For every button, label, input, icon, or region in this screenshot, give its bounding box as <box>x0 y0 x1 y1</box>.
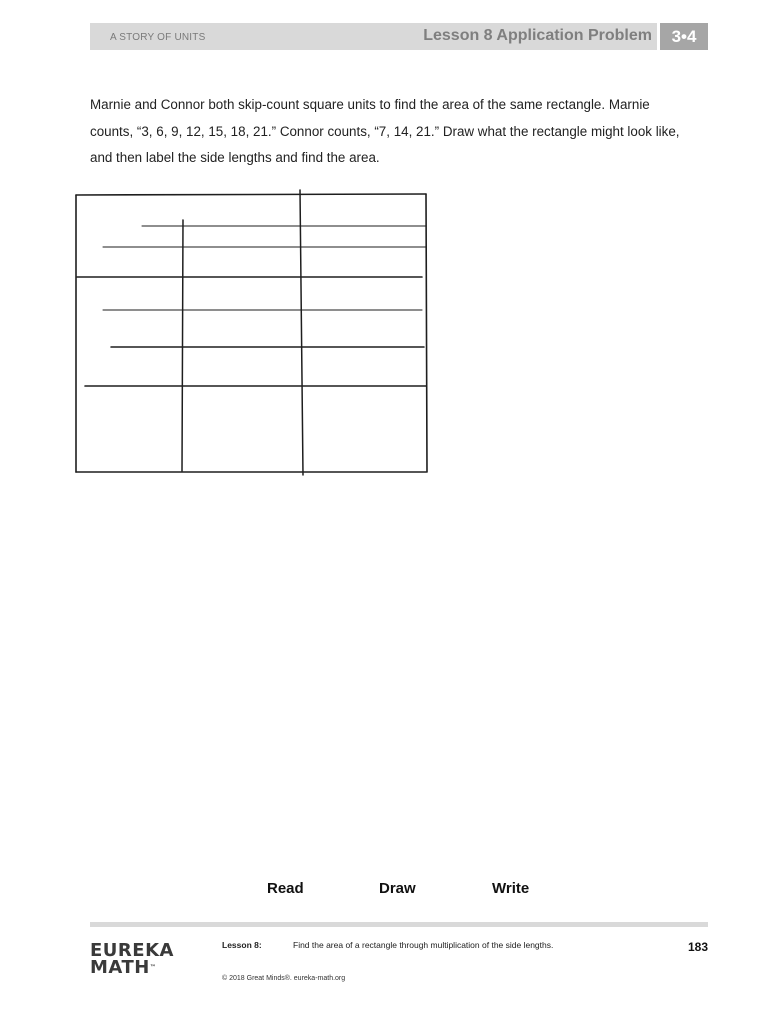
column-divider-1 <box>182 220 183 471</box>
column-divider-2 <box>300 190 303 475</box>
write-label: Write <box>492 880 530 897</box>
series-name: A STORY OF UNITS <box>110 32 206 43</box>
logo-line-1: EUREKA <box>90 940 174 961</box>
footer-divider <box>90 922 708 927</box>
header-bar <box>90 23 708 50</box>
draw-label: Draw <box>379 880 416 897</box>
rect-right-edge <box>426 194 427 472</box>
lesson-title: Lesson 8 Application Problem <box>423 27 652 44</box>
logo-line-2: MATH™ <box>90 957 157 978</box>
read-label: Read <box>267 880 304 897</box>
eureka-math-logo <box>90 942 174 976</box>
hand-drawn-rectangle[interactable] <box>70 185 440 485</box>
footer-lesson-label: Lesson 8: <box>222 940 262 950</box>
page-number: 183 <box>687 940 708 954</box>
problem-text: Marnie and Connor both skip-count square units to find the area of the same rectangle. Marnie counts, “3, 6, 9, 12, 15, 18, 21.” Connor counts, “7, 14, 21.” Draw what the rectangle might look like, and then label the side lengths and find the area. <box>90 97 680 165</box>
footer-lesson-description: Find the area of a rectangle through multiplication of the side lengths. <box>293 940 554 950</box>
module-badge: 3•4 <box>660 23 708 50</box>
rect-top-edge <box>76 194 426 195</box>
copyright: © 2018 Great Minds®. eureka-math.org <box>222 975 346 982</box>
